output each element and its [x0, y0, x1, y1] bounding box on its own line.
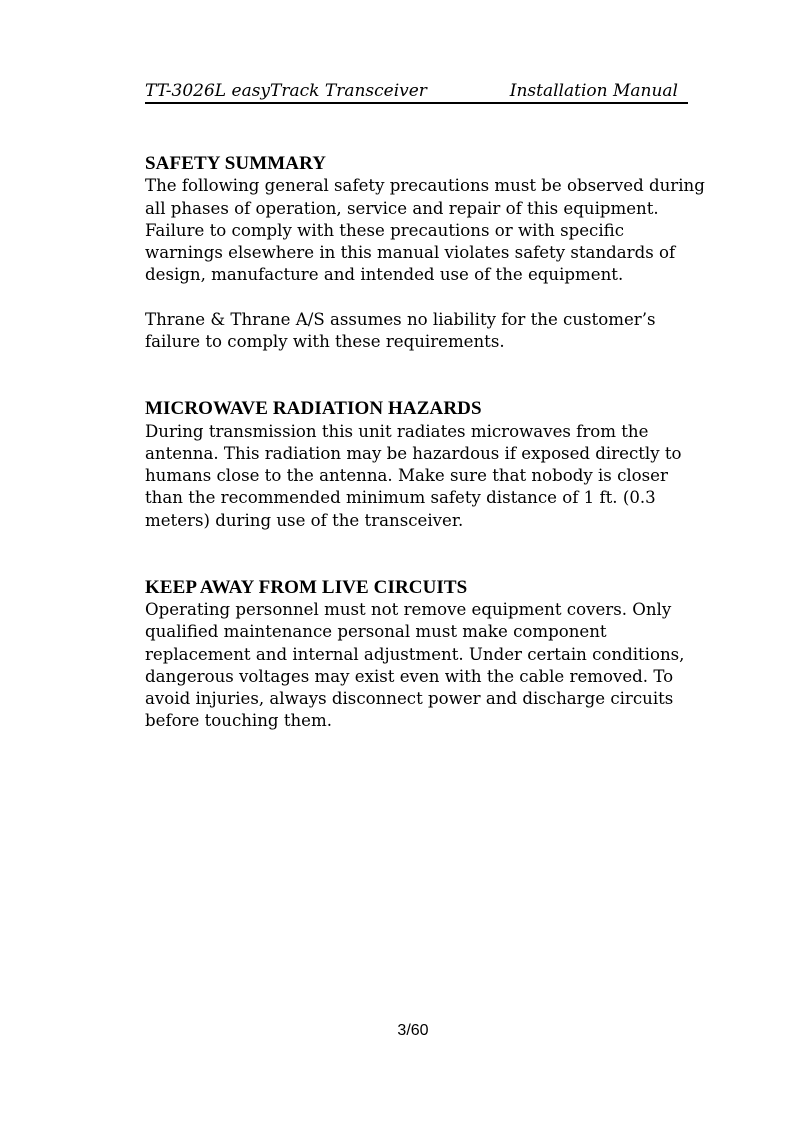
- section-safety-summary: [145, 153, 705, 354]
- manual-type: Installation Manual: [509, 81, 678, 101]
- section-keep-away-from-live-circuits: [145, 577, 705, 733]
- section-heading: MICROWAVE RADIATION HAZARDS: [145, 398, 482, 420]
- page-header: [145, 80, 688, 104]
- section-microwave-radiation-hazards: [145, 398, 705, 532]
- page-footer: [0, 1021, 793, 1041]
- document-title: TT-3026L easyTrack Transceiver: [145, 81, 427, 101]
- section-heading: SAFETY SUMMARY: [145, 153, 327, 174]
- section-paragraph: The following general safety precautions must be observed during all phases of operation, service and repair of this equipment. Failure to comply with these precautions or with specific warnings elsewhere in this manual violates safety standards of design, manufacture and intended use of the equipment.: [145, 176, 705, 285]
- section-paragraph: Operating personnel must not remove equipment covers. Only qualified maintenance personal must make component replacement and internal adjustment. Under certain conditions, dangerous voltages may exist even with the cable removed. To avoid injuries, always disconnect power and discharge circuits before touching them.: [145, 599, 685, 731]
- page-number: 3/60: [397, 1022, 429, 1039]
- section-paragraph: Thrane & Thrane A/S assumes no liability for the customer’s failure to comply with these requirements.: [145, 310, 656, 352]
- section-paragraph: During transmission this unit radiates microwaves from the antenna. This radiation may be hazardous if exposed directly to humans close to the antenna. Make sure that nobody is closer than the recommended minimum safety distance of 1 ft. (0.3 meters) during use of the transceiver.: [145, 421, 682, 530]
- page-content: [145, 153, 705, 733]
- section-heading: KEEP AWAY FROM LIVE CIRCUITS: [145, 576, 468, 598]
